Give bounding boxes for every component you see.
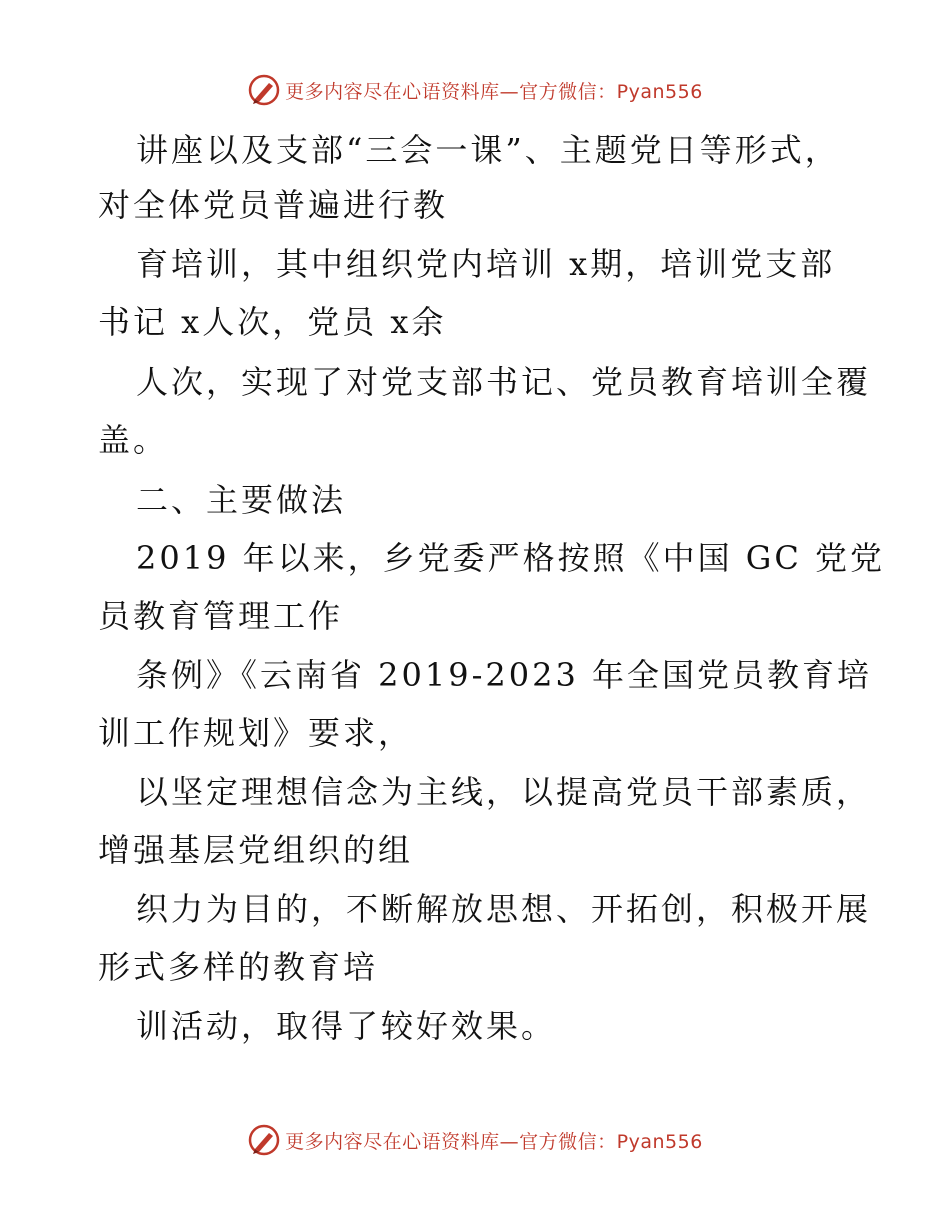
paragraph-line: 2019 年以来，乡党委严格按照《中国 GC 党党 [136, 539, 886, 577]
paragraph-line: 形式多样的教育培 [98, 948, 379, 986]
paragraph-line: 织力为目的，不断解放思想、开拓创，积极开展 [136, 890, 872, 928]
pen-logo-icon [247, 73, 281, 107]
paragraph-line: 育培训，其中组织党内培训 x期，培训党支部 [136, 245, 836, 283]
paragraph-line: 人次，实现了对党支部书记、党员教育培训全覆 [136, 363, 872, 401]
paragraph-line: 对全体党员普遍进行教 [98, 186, 449, 224]
paragraph-line: 以坚定理想信念为主线，以提高党员干部素质， [136, 773, 872, 811]
paragraph-line: 条例》《云南省 2019-2023 年全国党员教育培 [136, 656, 873, 694]
paragraph-line: 书记 x人次，党员 x余 [98, 303, 447, 341]
section-heading: 二、主要做法 [136, 481, 347, 519]
pen-logo-icon [247, 1123, 281, 1157]
paragraph-line: 盖。 [98, 421, 169, 459]
paragraph-line: 训活动，取得了较好效果。 [136, 1007, 557, 1045]
paragraph-line: 员教育管理工作 [98, 597, 344, 635]
paragraph-line: 增强基层党组织的组 [98, 831, 414, 869]
header-banner [0, 70, 950, 110]
footer-banner [0, 1120, 950, 1160]
header-banner-text: 更多内容尽在心语资料库—官方微信：Pyan556 [285, 80, 703, 103]
paragraph-line: 讲座以及支部“三会一课”、主题党日等形式， [136, 131, 840, 169]
footer-banner-text: 更多内容尽在心语资料库—官方微信：Pyan556 [285, 1130, 703, 1153]
paragraph-line: 训工作规划》要求， [98, 714, 414, 752]
